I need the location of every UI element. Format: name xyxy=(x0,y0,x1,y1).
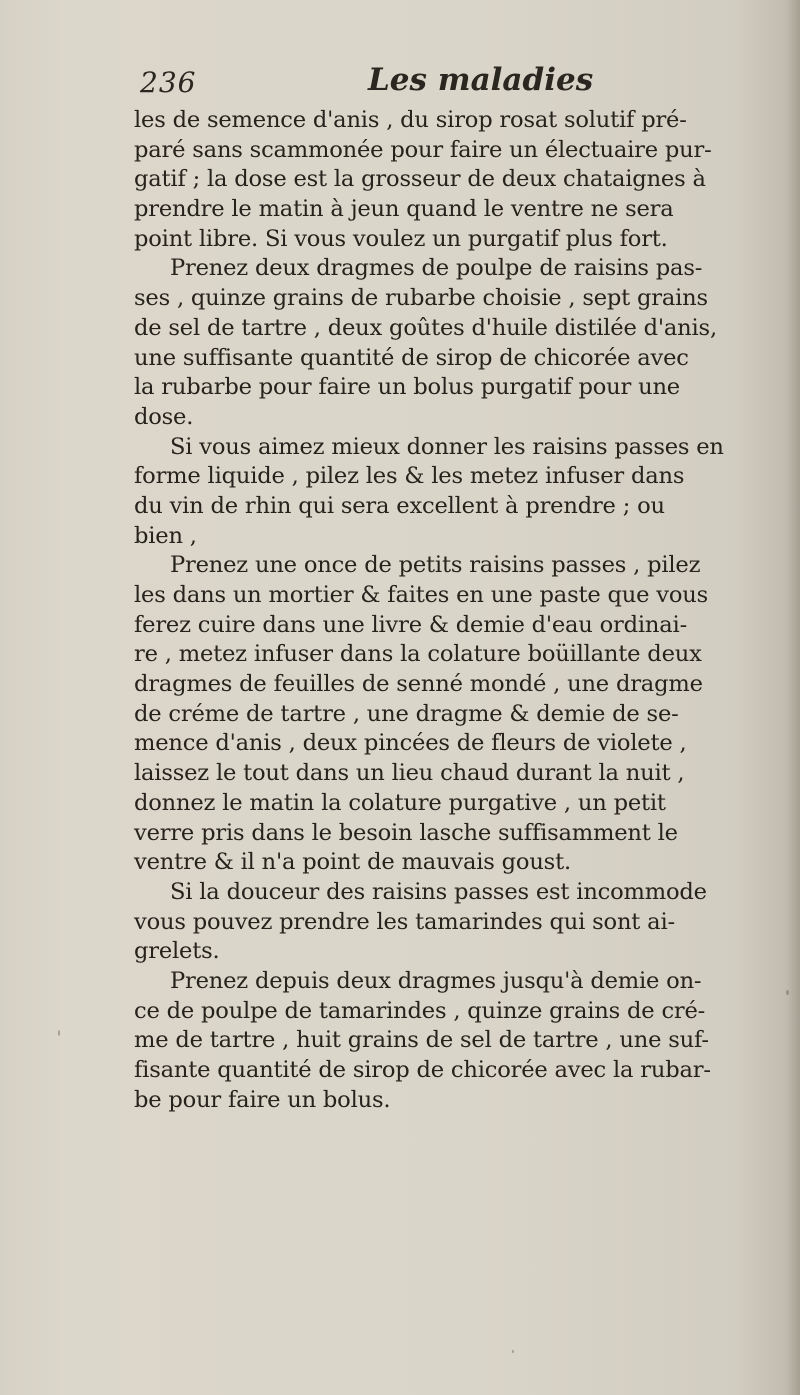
paragraph xyxy=(134,254,774,432)
text-line: Prenez une once de petits raisins passes , pilez xyxy=(170,552,701,579)
text-line: dose. xyxy=(134,403,194,430)
text-line: vous pouvez prendre les tamarindes qui sont ai- xyxy=(134,908,675,935)
text-line: fisante quantité de sirop de chicorée avec la rubar- xyxy=(134,1057,711,1083)
text-line: be pour faire un bolus. xyxy=(134,1086,391,1113)
paragraph xyxy=(134,433,774,552)
text-line: Prenez depuis deux dragmes jusqu'à demie on- xyxy=(170,967,702,994)
text-line: Si la douceur des raisins passes est incommode xyxy=(170,878,707,905)
paragraph xyxy=(134,878,774,967)
paragraph xyxy=(134,551,774,878)
running-head: Les maladies xyxy=(368,62,594,98)
paragraph xyxy=(134,106,774,254)
text-line: verre pris dans le besoin lasche suffisamment le xyxy=(134,819,678,846)
body-text xyxy=(134,106,774,1115)
text-line: me de tartre , huit grains de sel de tartre , une suf- xyxy=(134,1027,709,1054)
paper-speck xyxy=(58,1030,60,1036)
text-line: laissez le tout dans un lieu chaud durant la nuit , xyxy=(134,760,685,787)
text-line: grelets. xyxy=(134,938,220,965)
text-line: re , metez infuser dans la colature boüillante deux xyxy=(134,641,702,668)
page-number: 236 xyxy=(140,66,197,99)
text-line: Prenez deux dragmes de poulpe de raisins pas- xyxy=(170,255,703,282)
paragraph xyxy=(134,967,774,1115)
text-line: gatif ; la dose est la grosseur de deux chataignes à xyxy=(134,166,706,193)
text-line: du vin de rhin qui sera excellent à prendre ; ou xyxy=(134,492,665,519)
page-spine-shadow xyxy=(786,0,800,1395)
text-line: une suffisante quantité de sirop de chicorée avec xyxy=(134,344,689,371)
text-line: bien , xyxy=(134,522,197,549)
text-line: Si vous aimez mieux donner les raisins passes en xyxy=(170,433,724,460)
text-line: dragmes de feuilles de senné mondé , une dragme xyxy=(134,671,703,698)
text-line: de sel de tartre , deux goûtes d'huile distilée d'anis, xyxy=(134,314,717,341)
text-line: la rubarbe pour faire un bolus purgatif pour une xyxy=(134,374,680,401)
paper-speck xyxy=(512,1350,514,1353)
text-line: ses , quinze grains de rubarbe choisie , sept grains xyxy=(134,285,708,312)
page-header xyxy=(140,58,740,108)
text-line: les de semence d'anis , du sirop rosat solutif pré- xyxy=(134,107,687,133)
text-line: les dans un mortier & faites en une paste que vous xyxy=(134,582,708,608)
text-line: ce de poulpe de tamarindes , quinze grains de cré- xyxy=(134,997,706,1024)
text-line: point libre. Si vous voulez un purgatif plus fort. xyxy=(134,225,668,252)
text-line: prendre le matin à jeun quand le ventre ne sera xyxy=(134,196,674,223)
paper-speck xyxy=(786,990,789,995)
text-line: ventre & il n'a point de mauvais goust. xyxy=(134,849,571,876)
text-line: forme liquide , pilez les & les metez infuser dans xyxy=(134,463,685,490)
text-line: mence d'anis , deux pincées de fleurs de violete , xyxy=(134,730,687,757)
text-line: paré sans scammonée pour faire un électuaire pur- xyxy=(134,136,712,163)
text-line: donnez le matin la colature purgative , un petit xyxy=(134,789,666,816)
text-line: de créme de tartre , une dragme & demie de se- xyxy=(134,700,679,727)
text-line: ferez cuire dans une livre & demie d'eau ordinai- xyxy=(134,611,688,638)
